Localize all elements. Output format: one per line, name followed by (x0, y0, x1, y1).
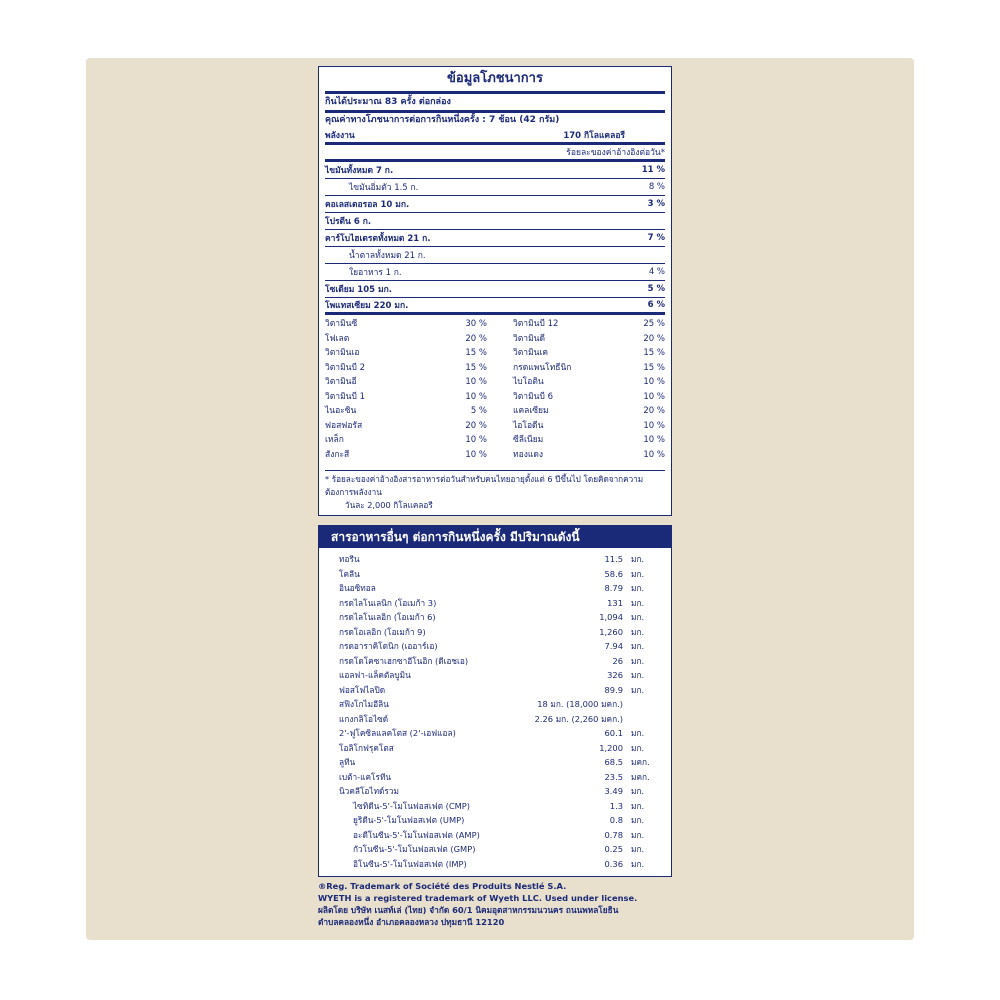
vitamin-row (495, 332, 665, 347)
vitamin-name: ทองแดง (513, 449, 544, 460)
other-nutrient-value: 60.1 (604, 728, 623, 738)
vitamin-row (325, 433, 495, 448)
other-nutrient-name: แอลฟา-แล็คตัลบูมิน (339, 670, 411, 680)
vitamin-row (325, 346, 495, 361)
energy-row (325, 128, 665, 145)
other-nutrient-unit: มก. (631, 670, 645, 680)
other-nutrient-value: 26 (612, 655, 623, 666)
other-nutrient-unit: มก. (631, 612, 645, 622)
vitamin-row (325, 404, 495, 419)
vitamin-pct: 15 % (643, 362, 665, 373)
other-nutrient-row (319, 813, 671, 828)
other-nutrient-value: 7.94 (604, 641, 623, 651)
other-nutrient-value: 2.26 มก. (2,260 มคก.) (534, 713, 623, 724)
vitamin-name: ซีลีเนียม (513, 435, 544, 445)
other-nutrient-row (319, 770, 671, 785)
other-nutrient-value: 58.6 (604, 568, 623, 579)
dv-header-text: ร้อยละของค่าอ้างอิงต่อวัน* (566, 148, 665, 158)
other-nutrient-row (319, 828, 671, 843)
vitamin-row (325, 375, 495, 390)
vitamin-name: วิตามินเค (513, 348, 549, 358)
vitamin-pct: 10 % (465, 377, 487, 387)
vitamin-name: วิตามินซี (325, 319, 358, 329)
nutrient-name: ไขมันอิ่มตัว 1.5 ก. (349, 183, 419, 193)
other-nutrient-name: สฟิงโกไมอีลิน (339, 699, 389, 709)
vitamin-name: วิตามินดี (513, 333, 545, 344)
other-nutrient-value: 0.25 (604, 844, 623, 854)
nutrient-name: น้ำตาลทั้งหมด 21 ก. (349, 251, 426, 261)
vitamin-row (495, 419, 665, 434)
vitamin-pct: 5 % (470, 406, 487, 416)
vitamin-pct: 10 % (643, 435, 665, 445)
energy-label: พลังงาน (325, 131, 355, 141)
nutrient-row (325, 247, 665, 264)
other-nutrient-name: กรดโดโคซาเฮกซาอีโนอิก (ดีเอชเอ) (339, 655, 469, 666)
nutrient-pct: 5 % (647, 284, 665, 294)
vitamin-row (325, 419, 495, 434)
vitamin-row (495, 375, 665, 390)
other-nutrient-unit: มคก. (631, 757, 650, 767)
other-nutrient-value: 0.8 (609, 815, 623, 825)
vitamin-pct: 10 % (643, 449, 665, 460)
other-nutrient-unit: มก. (631, 597, 645, 608)
other-nutrient-row (319, 683, 671, 698)
other-nutrient-row (319, 842, 671, 857)
vitamin-pct: 10 % (465, 449, 487, 460)
other-nutrients-panel (318, 525, 672, 877)
vitamin-row (495, 433, 665, 448)
other-nutrient-row (319, 654, 671, 669)
nutrient-row (325, 281, 665, 298)
other-nutrient-value: 89.9 (604, 684, 623, 695)
vitamin-name: ไอโอดีน (513, 420, 544, 431)
other-nutrient-unit: มก. (631, 829, 645, 840)
other-nutrient-name: ยูริดีน-5'-โมโนฟอสเฟต (UMP) (353, 815, 465, 825)
other-nutrient-unit: มก. (631, 728, 645, 738)
nutrient-pct: 3 % (647, 199, 665, 209)
vitamin-pct: 10 % (643, 391, 665, 402)
other-nutrient-unit: มก. (631, 684, 645, 695)
other-nutrient-row (319, 567, 671, 582)
vitamin-pct: 15 % (465, 348, 487, 358)
vitamin-row (495, 346, 665, 361)
other-nutrient-row (319, 784, 671, 799)
other-nutrient-name: ทอรีน (339, 554, 360, 564)
legal-text (318, 880, 678, 928)
vitamin-pct: 15 % (465, 362, 487, 373)
nutrient-pct: 4 % (648, 267, 665, 277)
nutrient-row (325, 230, 665, 247)
vitamin-name: วิตามินบี 2 (325, 362, 365, 373)
vitamin-name: วิตามินบี 1 (325, 391, 365, 402)
vitamin-name: วิตามินบี 12 (513, 319, 559, 329)
other-nutrient-unit: มก. (631, 626, 645, 637)
nutrition-facts-panel (318, 66, 672, 516)
nutrient-row (325, 264, 665, 281)
nutrient-name: ไขมันทั้งหมด 7 ก. (325, 166, 394, 176)
footnote-line-2: วันละ 2,000 กิโลแคลอรี (345, 500, 433, 510)
nutrient-row (325, 196, 665, 213)
other-nutrient-name: กรดไลโนเลอิก (โอเมก้า 6) (339, 612, 436, 622)
nutrient-row (325, 179, 665, 196)
other-nutrient-unit (623, 697, 671, 712)
nutrient-row (325, 213, 665, 230)
other-nutrient-unit: มก. (631, 742, 645, 753)
other-nutrient-row (319, 552, 671, 567)
other-nutrient-value: 68.5 (604, 757, 623, 767)
nutrient-pct: 8 % (648, 182, 665, 192)
nutrient-name: คาร์โบไฮเดรตทั้งหมด 21 ก. (325, 234, 431, 244)
legal-line-4: ตำบลคลองหนึ่ง อำเภอคลองหลวง ปทุมธานี 12120 (318, 917, 505, 927)
vitamin-row (325, 448, 495, 463)
vitamin-row (495, 448, 665, 463)
other-nutrient-value: 131 (607, 597, 623, 608)
nutrition-title: ข้อมูลโภชนาการ (325, 67, 665, 94)
other-nutrient-name: อิโนซีน-5'-โมโนฟอสเฟต (IMP) (353, 858, 467, 869)
other-nutrient-unit: มก. (631, 641, 645, 651)
other-nutrient-name: 2'-ฟูโคซิลแลคโตส (2'-เอฟแอล) (339, 728, 456, 738)
legal-line-1: ®Reg. Trademark of Société des Produits Nestlé S.A. (318, 881, 567, 891)
other-nutrient-unit: มก. (631, 554, 645, 564)
vitamin-name: วิตามินอี (325, 377, 357, 387)
other-nutrient-value: 1.3 (609, 800, 623, 811)
vitamin-name: ไนอะซิน (325, 406, 357, 416)
nutrient-pct: 6 % (647, 300, 665, 310)
other-nutrient-value: 3.49 (604, 786, 623, 796)
other-nutrient-value: 11.5 (604, 554, 623, 564)
other-nutrient-row (319, 799, 671, 814)
other-nutrient-row (319, 697, 671, 712)
servings-per-box: กินได้ประมาณ 83 ครั้ง ต่อกล่อง (325, 94, 665, 113)
other-nutrient-value: 0.78 (604, 829, 623, 840)
other-nutrient-unit: มก. (631, 786, 645, 796)
vitamin-name: แคลเซียม (513, 406, 549, 416)
other-nutrient-row (319, 755, 671, 770)
other-nutrient-row (319, 668, 671, 683)
nutrient-row (325, 162, 665, 179)
vitamin-name: กรดแพนโทธีนิก (513, 362, 572, 373)
vitamin-row (325, 361, 495, 376)
vitamin-pct: 15 % (643, 348, 665, 358)
other-nutrient-name: เบต้า-แคโรทีน (339, 771, 392, 782)
vitamin-pct: 10 % (465, 391, 487, 402)
vitamin-table (325, 317, 665, 462)
vitamin-row (325, 317, 495, 332)
other-nutrient-rows (319, 548, 671, 871)
other-nutrient-name: โอลิโกฟรุคโตส (339, 742, 394, 753)
vitamin-column-right (495, 317, 665, 462)
nutrient-row (325, 298, 665, 315)
nutrient-name: โปรตีน 6 ก. (325, 217, 372, 227)
vitamin-name: วิตามินเอ (325, 348, 360, 358)
legal-line-3: ผลิตโดย บริษัท เนสท์เล่ (ไทย) จำกัด 60/1 นิคมอุตสาหกรรมนวนคร ถนนพหลโยธิน (318, 905, 619, 915)
other-nutrient-value: 1,094 (599, 612, 623, 622)
nutrient-name: ใยอาหาร 1 ก. (349, 268, 402, 278)
other-nutrient-row (319, 639, 671, 654)
other-nutrient-row (319, 857, 671, 872)
other-nutrient-name: กัวโนซีน-5'-โมโนฟอสเฟต (GMP) (353, 844, 476, 854)
nutrient-name: คอเลสเตอรอล 10 มก. (325, 200, 410, 210)
vitamin-pct: 20 % (643, 333, 665, 344)
other-nutrient-name: ฟอสโฟไลปิด (339, 684, 386, 695)
vitamin-name: ไบโอติน (513, 377, 544, 387)
other-nutrient-unit: มก. (631, 858, 645, 869)
other-nutrient-name: ไซทิดีน-5'-โมโนฟอสเฟต (CMP) (353, 800, 471, 811)
other-nutrient-value: 1,260 (599, 626, 623, 637)
nutrient-name: โพแทสเซียม 220 มก. (325, 301, 409, 311)
footnote (325, 470, 665, 512)
vitamin-pct: 20 % (643, 406, 665, 416)
vitamin-name: ฟอสฟอรัส (325, 420, 363, 431)
nutrient-rows (325, 162, 665, 315)
vitamin-name: สังกะสี (325, 449, 350, 460)
other-nutrient-name: ลูทีน (339, 757, 356, 767)
other-nutrient-name: อินอซิทอล (339, 583, 376, 593)
other-nutrient-unit: มก. (631, 844, 645, 854)
other-nutrient-name: อะดีโนซีน-5'-โมโนฟอสเฟต (AMP) (353, 829, 480, 840)
vitamin-row (325, 390, 495, 405)
other-nutrient-name: นิวคลีโอไทด์รวม (339, 786, 400, 796)
other-nutrient-value: 0.36 (604, 858, 623, 869)
footnote-line-1: * ร้อยละของค่าอ้างอิงสารอาหารต่อวันสำหรับคนไทยอายุตั้งแต่ 6 ปีขึ้นไป โดยคิดจากความต้องการพลังงาน (325, 474, 644, 497)
other-nutrient-value: 18 มก. (18,000 มคก.) (537, 699, 623, 709)
vitamin-row (325, 332, 495, 347)
serving-size: คุณค่าทางโภชนาการต่อการกินหนึ่งครั้ง : 7 ช้อน (42 กรัม) (325, 115, 560, 125)
other-nutrient-row (319, 625, 671, 640)
other-nutrient-unit: มคก. (631, 771, 650, 782)
vitamin-pct: 10 % (643, 420, 665, 431)
vitamin-row (495, 361, 665, 376)
vitamin-pct: 10 % (465, 435, 487, 445)
vitamin-pct: 20 % (465, 333, 487, 344)
other-nutrient-row (319, 712, 671, 727)
other-nutrient-row (319, 741, 671, 756)
nutrient-name: โซเดียม 105 มก. (325, 285, 392, 295)
other-nutrients-title: สารอาหารอื่นๆ ต่อการกินหนึ่งครั้ง มีปริมาณดังนี้ (319, 526, 671, 548)
other-nutrient-row (319, 581, 671, 596)
other-nutrient-unit: มก. (631, 568, 645, 579)
vitamin-name: วิตามินบี 6 (513, 391, 553, 402)
other-nutrient-name: กรดโอเลอิก (โอเมก้า 9) (339, 626, 426, 637)
other-nutrient-name: กรดไลโนเลนิก (โอเมก้า 3) (339, 597, 437, 608)
other-nutrient-unit: มก. (631, 800, 645, 811)
other-nutrient-unit (623, 712, 671, 727)
vitamin-name: โฟเลต (325, 333, 350, 344)
other-nutrient-value: 1,200 (599, 742, 623, 753)
nutrient-pct: 7 % (647, 233, 665, 243)
nutrient-pct: 11 % (641, 165, 665, 175)
vitamin-row (495, 390, 665, 405)
other-nutrient-row (319, 596, 671, 611)
vitamin-pct: 10 % (643, 377, 665, 387)
other-nutrient-value: 23.5 (604, 771, 623, 782)
other-nutrient-row (319, 726, 671, 741)
other-nutrient-name: กรดอาราคิโดนิก (เออาร์เอ) (339, 641, 438, 651)
vitamin-pct: 20 % (465, 420, 487, 431)
other-nutrient-value: 8.79 (604, 583, 623, 593)
other-nutrient-name: โคลีน (339, 568, 360, 579)
vitamin-pct: 30 % (465, 319, 487, 329)
other-nutrient-unit: มก. (631, 815, 645, 825)
other-nutrient-unit: มก. (631, 583, 645, 593)
vitamin-row (495, 404, 665, 419)
other-nutrient-unit: มก. (631, 655, 645, 666)
other-nutrient-value: 326 (607, 670, 623, 680)
other-nutrient-row (319, 610, 671, 625)
other-nutrient-name: แกงกลิโอไซด์ (339, 713, 389, 724)
vitamin-pct: 25 % (643, 319, 665, 329)
vitamin-name: เหล็ก (325, 435, 344, 445)
vitamin-row (495, 317, 665, 332)
vitamin-column-left (325, 317, 495, 462)
energy-value: 170 กิโลแคลอรี (563, 131, 625, 141)
legal-line-2: WYETH is a registered trademark of Wyeth LLC. Used under license. (318, 893, 638, 903)
dv-header (325, 145, 665, 162)
